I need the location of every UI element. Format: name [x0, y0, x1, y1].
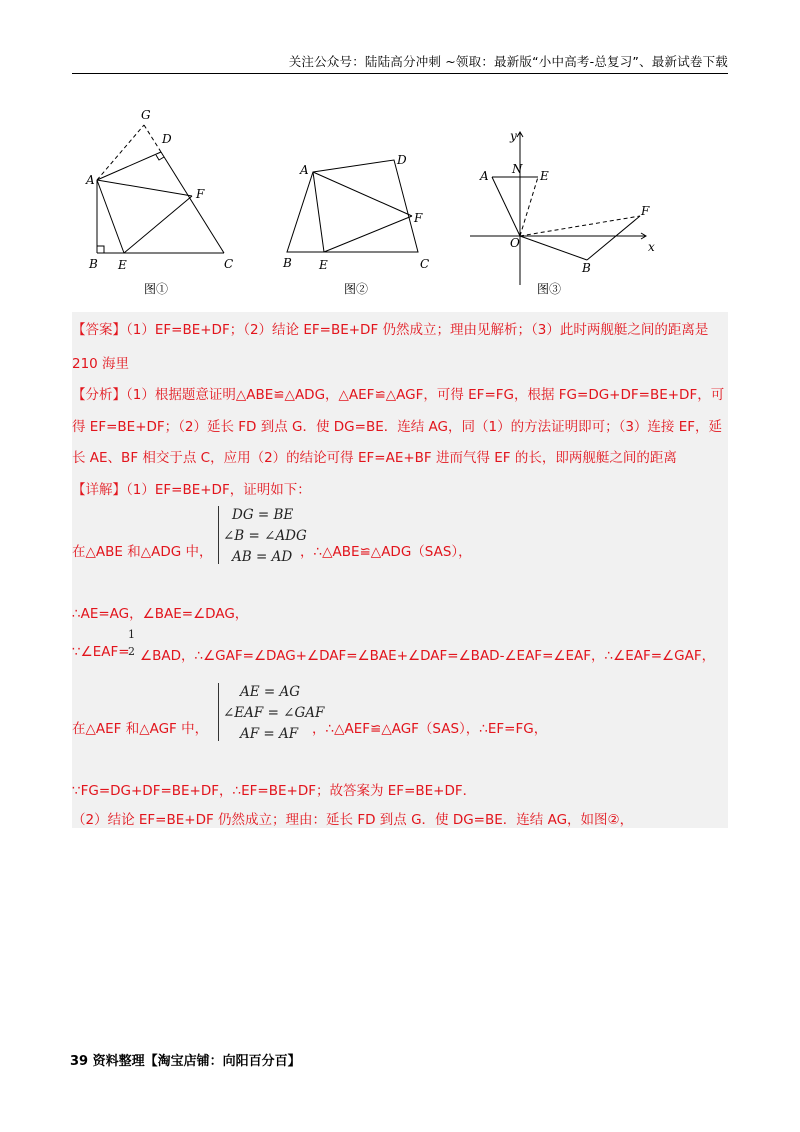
- detail-title: 【详解】（1）EF=BE+DF，证明如下：: [72, 482, 311, 498]
- fig1-label-F: F: [196, 187, 205, 201]
- sys1-eq-1: DG = BE: [232, 507, 294, 523]
- figure-3-labels: [479, 129, 655, 296]
- line-part2: （2）结论 EF=BE+DF 仍然成立；理由：延长 FD 到点 G．使 DG=BE．连结 AG，如图②，: [72, 812, 634, 828]
- fig1-label-A: A: [86, 173, 95, 187]
- footer-text: 资料整理【淘宝店铺：向阳百分百】: [92, 1054, 301, 1069]
- sys1-eq-3: AB = AD: [232, 549, 293, 565]
- page-number: 39: [70, 1054, 89, 1069]
- fig1-label-C: C: [224, 257, 234, 271]
- fraction-denominator: 2: [128, 645, 135, 658]
- fig2-label-A: A: [300, 163, 309, 177]
- sys2-brace: [218, 683, 219, 741]
- sys2-eq-1: AE = AG: [240, 684, 301, 700]
- header-divider: [72, 73, 728, 74]
- fig1-label-B: B: [89, 257, 98, 271]
- fig3-label-F: F: [641, 204, 650, 218]
- figure-1: [97, 125, 224, 253]
- fig1-label-E: E: [118, 258, 127, 272]
- sys1-eq-2: ∠B = ∠ADG: [223, 528, 307, 544]
- fig1-label-D: D: [162, 132, 172, 146]
- fig2-caption: 图②: [344, 282, 369, 296]
- line-fg: ∵FG=DG+DF=BE+DF，∴EF=BE+DF；故答案为 EF=BE+DF．: [72, 783, 477, 799]
- sys2-eq-3: AF = AF: [240, 726, 299, 742]
- line-eaf-pre: ∵∠EAF=: [72, 644, 130, 660]
- fig3-label-O: O: [510, 236, 520, 250]
- fig2-label-B: B: [283, 256, 292, 270]
- geometry-figures: [72, 100, 728, 310]
- sys1-suffix: ，∴△ABE≌△ADG（SAS），: [300, 544, 472, 560]
- page-footer: [70, 1050, 301, 1069]
- fig2-label-E: E: [319, 258, 328, 272]
- fig1-label-G: G: [141, 108, 151, 122]
- figure-row: [72, 100, 728, 310]
- answer-line-2: 210 海里: [72, 356, 130, 372]
- page-header: 关注公众号：陆陆高分冲刺 ~领取：最新版“小中高考-总复习”、最新试卷下载: [288, 54, 728, 69]
- analysis-line-1: 【分析】（1）根据题意证明△ABE≌△ADG，△AEF≌△AGF，可得 EF=FG，根据 FG=DG+DF=BE+DF，可: [72, 387, 725, 403]
- sys1-prefix: 在△ABE 和△ADG 中，: [72, 544, 213, 560]
- fig2-label-C: C: [420, 257, 430, 271]
- figure-2-labels: [282, 153, 429, 296]
- analysis-line-3: 长 AE、BF 相交于点 C，应用（2）的结论可得 EF=AE+BF 进而气得 EF 的长，即两舰艇之间的距离: [72, 450, 677, 466]
- line-eaf-post: ∠BAD，∴∠GAF=∠DAG+∠DAF=∠BAE+∠DAF=∠BAD-∠EAF=∠EAF，∴∠EAF=∠GAF，: [140, 648, 716, 664]
- sys2-suffix: ，∴△AEF≌△AGF（SAS），∴EF=FG，: [312, 721, 548, 737]
- fig2-label-F: F: [414, 211, 423, 225]
- line-ae-ag: ∴AE=AG，∠BAE=∠DAG，: [72, 606, 249, 622]
- fig3-caption: 图③: [537, 282, 562, 296]
- fraction-numerator: 1: [128, 628, 135, 641]
- fig3-label-x: x: [648, 240, 655, 254]
- fig2-label-D: D: [397, 153, 407, 167]
- sys2-eq-2: ∠EAF = ∠GAF: [223, 705, 325, 721]
- fig3-label-E: E: [540, 169, 549, 183]
- fig3-label-N: N: [512, 162, 523, 176]
- sys1-brace: [218, 506, 219, 564]
- figure-1-labels: [85, 108, 233, 296]
- fig3-label-y: y: [510, 129, 517, 143]
- answer-line-1: 【答案】（1）EF=BE+DF；（2）结论 EF=BE+DF 仍然成立；理由见解析；（3）此时两舰艇之间的距离是: [72, 322, 709, 338]
- analysis-line-2: 得 EF=BE+DF；（2）延长 FD 到点 G．使 DG=BE．连结 AG，同（1）的方法证明即可；（3）连接 EF，延: [72, 419, 723, 435]
- sys2-prefix: 在△AEF 和△AGF 中，: [72, 721, 209, 737]
- fig3-label-B: B: [582, 261, 591, 275]
- figure-3: [470, 132, 646, 285]
- fig3-label-A: A: [480, 169, 489, 183]
- fig1-caption: 图①: [144, 282, 169, 296]
